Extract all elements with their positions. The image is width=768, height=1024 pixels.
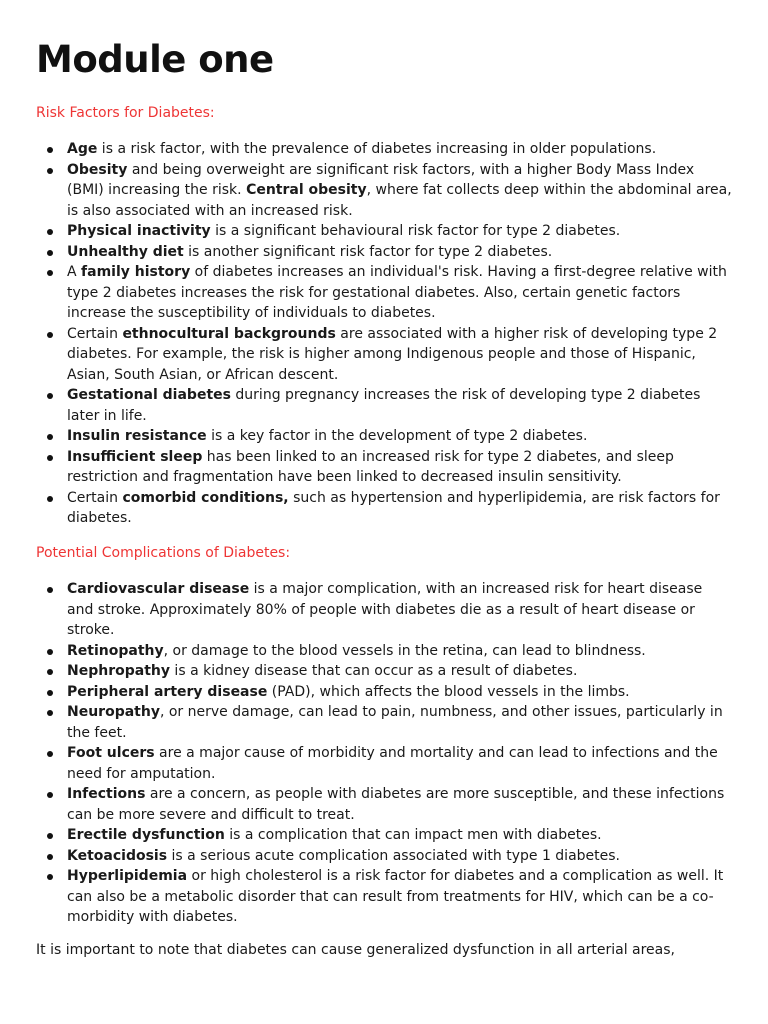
list-item-text: , where fat collects deep within the abdominal area, is also associated with an increased risk. (67, 182, 732, 219)
list-item (36, 702, 732, 743)
list-item-text: , or nerve damage, can lead to pain, numbness, and other issues, particularly in the feet. (67, 704, 723, 741)
list-item (36, 846, 732, 867)
bullet-icon (47, 434, 53, 440)
bullet-icon (47, 690, 53, 696)
list-item-text: are associated with a higher risk of developing type 2 diabetes. For example, the risk is higher among Indigenous people and those of Hispanic, Asian, South Asian, or African descent. (67, 325, 718, 383)
list-item-term: Obesity (67, 161, 128, 178)
list-item-text: are a major cause of morbidity and mortality and can lead to infections and the need for amputation. (67, 745, 718, 782)
list-item-text: is a significant behavioural risk factor for type 2 diabetes. (210, 223, 621, 239)
complications-heading: Potential Complications of Diabetes: (36, 545, 291, 561)
bullet-icon (47, 792, 53, 798)
bullet-icon (47, 270, 53, 276)
list-item-term: Physical inactivity (67, 223, 211, 239)
list-item-text: is a serious acute complication associated with type 1 diabetes. (167, 847, 620, 864)
list-item (36, 784, 732, 825)
list-item-text: such as hypertension and hyperlipidemia, are risk factors for diabetes. (67, 489, 720, 526)
list-item-text: are a concern, as people with diabetes are more susceptible, and these infections can be more severe and difficult to treat. (67, 786, 725, 823)
bullet-icon (47, 455, 53, 461)
list-item (36, 221, 732, 242)
list-item (36, 641, 732, 662)
bullet-icon (47, 874, 53, 880)
list-item-term: Neuropathy (67, 704, 160, 720)
list-item-term: ethnocultural backgrounds (122, 325, 336, 342)
bullet-icon (47, 854, 53, 860)
list-item-term: Retinopathy (67, 642, 164, 659)
list-item (36, 661, 732, 682)
bullet-icon (47, 710, 53, 716)
list-item (36, 825, 732, 846)
list-item-term: Hyperlipidemia (67, 868, 188, 884)
bullet-icon (47, 496, 53, 502)
list-item-term: Erectile dysfunction (67, 827, 225, 843)
list-item (36, 262, 732, 324)
list-item-term: Insufficient sleep (67, 448, 203, 465)
bullet-icon (47, 751, 53, 757)
list-item-term: family history (81, 264, 191, 280)
list-item-term: Gestational diabetes (67, 387, 231, 403)
list-item-term: Infections (67, 786, 146, 802)
list-item (36, 743, 732, 784)
list-item (36, 139, 732, 160)
list-item-text: A (67, 264, 82, 280)
list-item (36, 682, 732, 703)
risk-factors-list (36, 139, 732, 529)
bullet-icon (47, 833, 53, 839)
list-item-text: of diabetes increases an individual's risk. Having a first-degree relative with type 2 diabetes increases the risk for gestational diabetes. Also, certain genetic factors increase the susceptibility of individuals to diabetes. (67, 264, 727, 321)
list-item-text: is a major complication, with an increased risk for heart disease and stroke. Approximately 80% of people with diabetes die as a result of heart disease or stroke. (67, 581, 703, 638)
list-item-term: Nephropathy (67, 663, 170, 679)
list-item-term: Unhealthy diet (67, 243, 184, 260)
complications-list (36, 579, 732, 928)
bullet-icon (47, 332, 53, 338)
bullet-icon (47, 250, 53, 256)
list-item-term: Insulin resistance (67, 428, 207, 444)
list-item (36, 426, 732, 447)
list-item-term: Foot ulcers (67, 745, 155, 761)
list-item (36, 579, 732, 641)
list-item-text: during pregnancy increases the risk of developing type 2 diabetes later in life. (67, 387, 701, 424)
list-item-term: Peripheral artery disease (67, 683, 268, 700)
bullet-icon (47, 168, 53, 174)
list-item-text: has been linked to an increased risk for type 2 diabetes, and sleep restriction and fragmentation have been linked to decreased insulin sensitivity. (67, 448, 674, 485)
bullet-icon (47, 669, 53, 675)
list-item (36, 242, 732, 263)
bullet-icon (47, 649, 53, 655)
list-item (36, 324, 732, 386)
list-item-text: (PAD), which affects the blood vessels in the limbs. (267, 683, 630, 700)
list-item-term: Cardiovascular disease (67, 581, 250, 597)
bullet-icon (47, 229, 53, 235)
list-item-term: Central obesity (246, 182, 367, 198)
list-item-text: Certain (67, 325, 123, 342)
list-item-term: comorbid conditions, (122, 489, 289, 506)
list-item-text: is another significant risk factor for type 2 diabetes. (183, 243, 553, 260)
list-item-text: Certain (67, 489, 123, 506)
risk-factors-heading: Risk Factors for Diabetes: (36, 105, 215, 121)
list-item (36, 385, 732, 426)
list-item (36, 866, 732, 928)
list-item-term: Ketoacidosis (67, 847, 168, 864)
list-item-text: and being overweight are significant risk factors, with a higher Body Mass Index (BMI) increasing the risk. (67, 161, 695, 198)
bullet-icon (47, 147, 53, 153)
list-item-term: Age (67, 141, 98, 157)
list-item-text: is a complication that can impact men with diabetes. (224, 827, 602, 843)
bullet-icon (47, 393, 53, 399)
list-item (36, 160, 732, 222)
list-item-text: is a key factor in the development of type 2 diabetes. (206, 428, 588, 444)
closing-paragraph: It is important to note that diabetes can cause generalized dysfunction in all arterial areas, (36, 942, 675, 958)
list-item (36, 488, 732, 529)
list-item (36, 447, 732, 488)
list-item-text: , or damage to the blood vessels in the retina, can lead to blindness. (163, 642, 646, 659)
list-item-text: is a risk factor, with the prevalence of diabetes increasing in older populations. (97, 141, 657, 157)
page-title: Module one (36, 38, 274, 81)
list-item-text: or high cholesterol is a risk factor for diabetes and a complication as well. It can also be a metabolic disorder that can result from treatments for HIV, which can be a co-morbidity with diabetes. (67, 868, 724, 925)
list-item-text: is a kidney disease that can occur as a result of diabetes. (169, 663, 578, 679)
bullet-icon (47, 587, 53, 593)
